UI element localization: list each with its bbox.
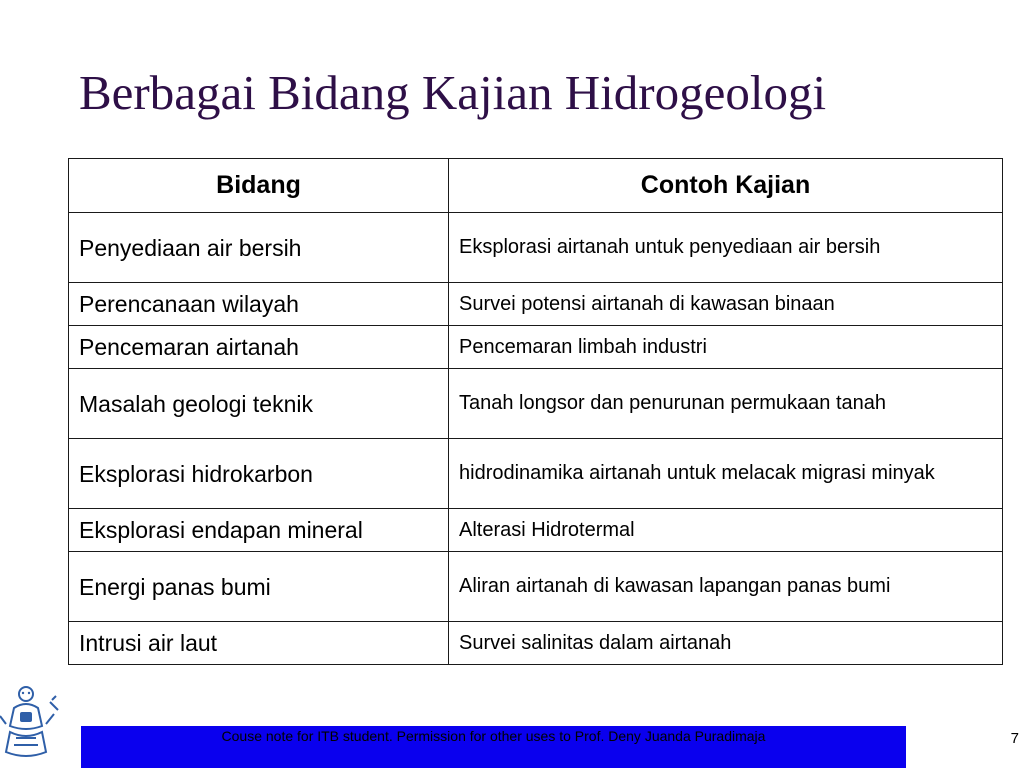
itb-logo-icon xyxy=(0,682,62,764)
table-row xyxy=(69,369,1003,439)
table-row xyxy=(69,509,1003,552)
table-row xyxy=(69,552,1003,622)
header-contoh-kajian: Contoh Kajian xyxy=(449,159,1003,213)
table-row xyxy=(69,283,1003,326)
table-header-row xyxy=(69,159,1003,213)
cell-kajian: Eksplorasi airtanah untuk penyediaan air bersih xyxy=(449,213,1003,283)
slide-title: Berbagai Bidang Kajian Hidrogeologi xyxy=(79,65,827,120)
cell-bidang: Masalah geologi teknik xyxy=(69,369,449,439)
table-row xyxy=(69,326,1003,369)
cell-bidang: Eksplorasi hidrokarbon xyxy=(69,439,449,509)
hidrogeologi-table xyxy=(68,158,1003,665)
cell-bidang: Penyediaan air bersih xyxy=(69,213,449,283)
page-number: 7 xyxy=(1010,730,1019,747)
cell-bidang: Pencemaran airtanah xyxy=(69,326,449,369)
cell-bidang: Energi panas bumi xyxy=(69,552,449,622)
cell-kajian: hidrodinamika airtanah untuk melacak migrasi minyak xyxy=(449,439,1003,509)
cell-bidang: Intrusi air laut xyxy=(69,622,449,665)
table-row xyxy=(69,622,1003,665)
cell-kajian: Survei potensi airtanah di kawasan binaan xyxy=(449,283,1003,326)
cell-kajian: Pencemaran limbah industri xyxy=(449,326,1003,369)
footer-text: Couse note for ITB student. Permission for other uses to Prof. Deny Juanda Puradimaja xyxy=(221,728,766,744)
cell-bidang: Eksplorasi endapan mineral xyxy=(69,509,449,552)
cell-kajian: Alterasi Hidrotermal xyxy=(449,509,1003,552)
table-row xyxy=(69,439,1003,509)
cell-bidang: Perencanaan wilayah xyxy=(69,283,449,326)
table-row xyxy=(69,213,1003,283)
cell-kajian: Survei salinitas dalam airtanah xyxy=(449,622,1003,665)
cell-kajian: Tanah longsor dan penurunan permukaan tanah xyxy=(449,369,1003,439)
cell-kajian: Aliran airtanah di kawasan lapangan panas bumi xyxy=(449,552,1003,622)
header-bidang: Bidang xyxy=(69,159,449,213)
